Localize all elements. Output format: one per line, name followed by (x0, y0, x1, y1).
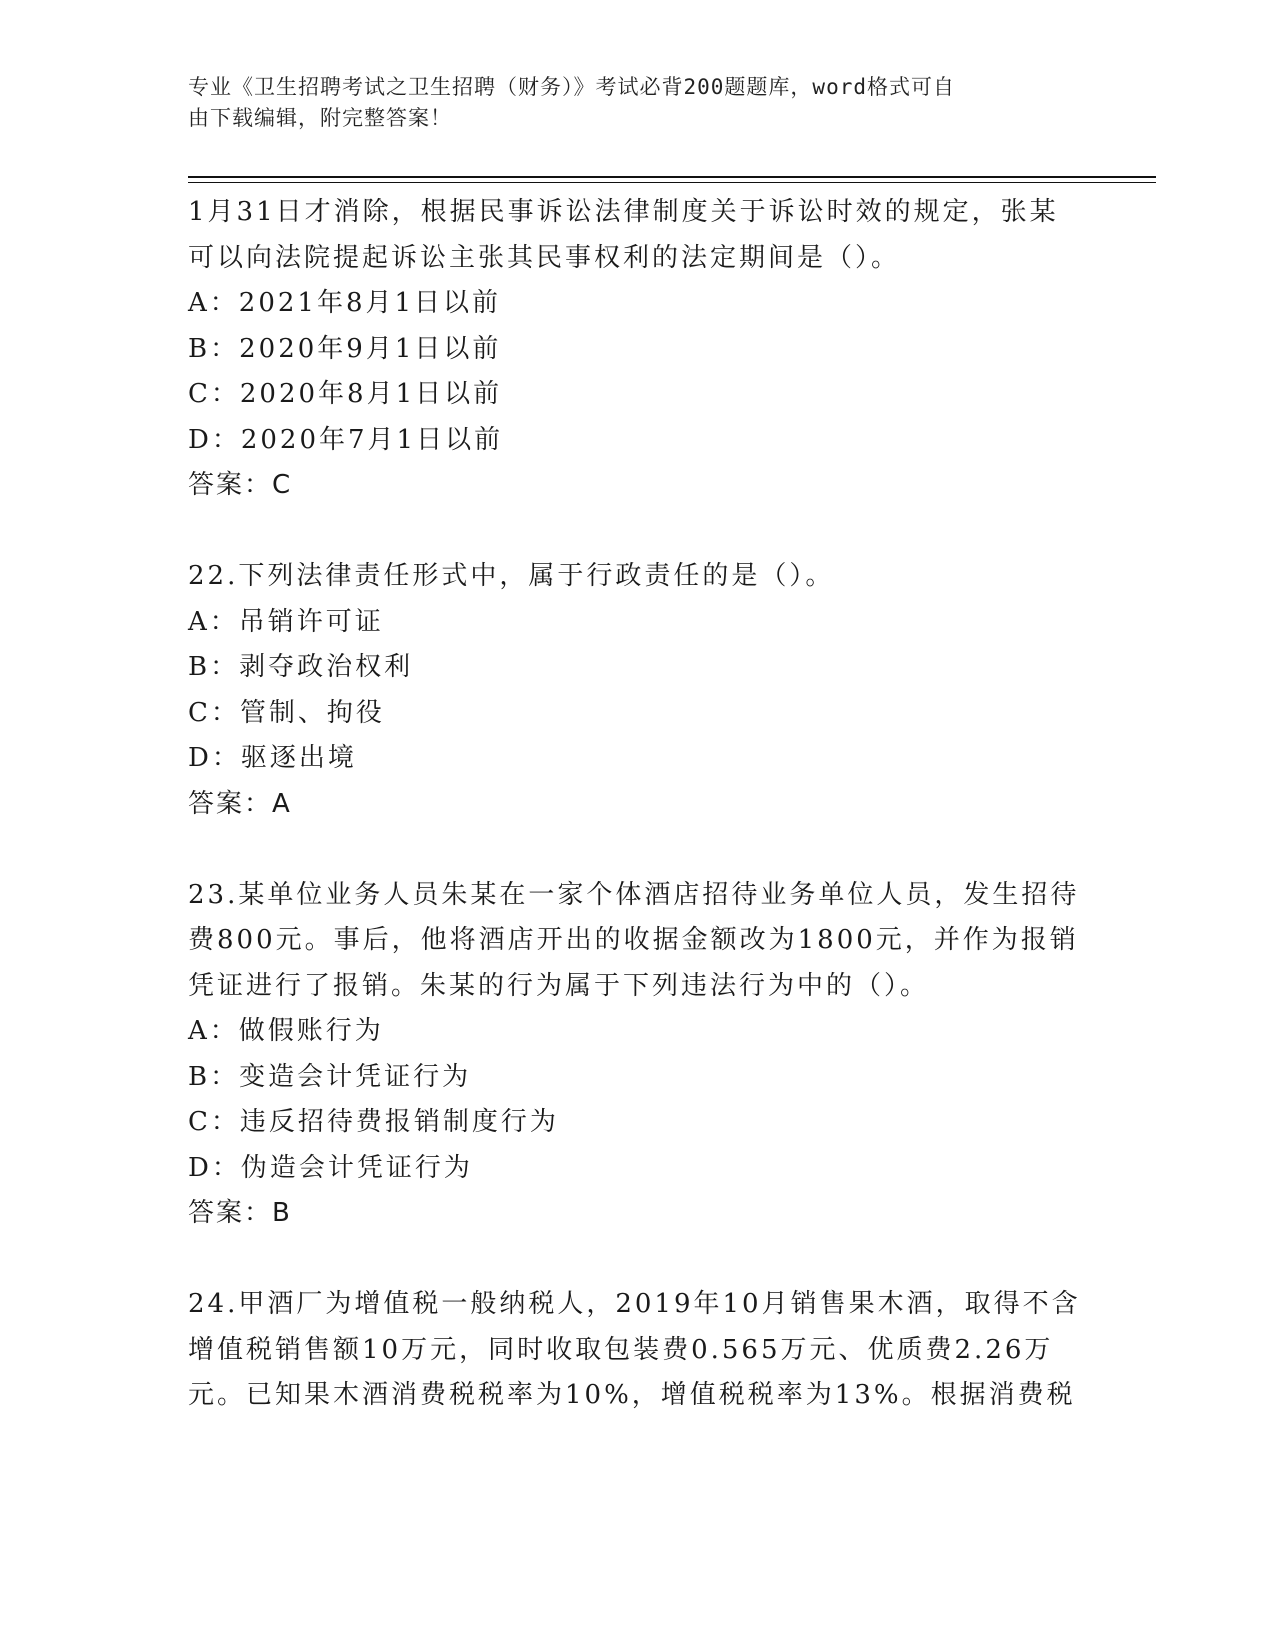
question-text-line: 增值税销售额10万元，同时收取包装费0.565万元、优质费2.26万 (188, 1334, 1054, 1365)
option-a: A：吊销许可证 (188, 606, 384, 637)
spacer (188, 509, 1088, 555)
question-24 (188, 1282, 1088, 1419)
question-text-line: 1月31日才消除，根据民事诉讼法律制度关于诉讼时效的规定，张某 (188, 197, 1059, 227)
question-content (188, 190, 1088, 1419)
option-a: A：2021年8月1日以前 (188, 288, 502, 318)
question-text-line: 凭证进行了报销。朱某的行为属于下列违法行为中的（）。 (188, 970, 930, 1001)
question-text-line: 22.下列法律责任形式中，属于行政责任的是（）。 (188, 561, 835, 591)
option-d: D：伪造会计凭证行为 (188, 1152, 473, 1183)
answer-line: 答案：B (188, 1198, 292, 1228)
option-b: B：剥夺政治权利 (188, 652, 414, 682)
option-c: C：管制、拘役 (188, 697, 385, 728)
question-23 (188, 873, 1088, 1237)
answer-line: 答案：A (188, 788, 292, 819)
question-text-line: 24.甲酒厂为增值税一般纳税人，2019年10月销售果木酒，取得不含 (188, 1289, 1081, 1319)
question-text-line: 可以向法院提起诉讼主张其民事权利的法定期间是（）。 (188, 242, 901, 273)
option-b: B：变造会计凭证行为 (188, 1061, 472, 1092)
spacer (188, 827, 1088, 873)
question-text-line: 费800元。事后，他将酒店开出的收据金额改为1800元，并作为报销 (188, 925, 1079, 955)
header-line-1: 专业《卫生招聘考试之卫生招聘（财务）》考试必背200题题库，word格式可自 (188, 75, 955, 99)
question-22 (188, 554, 1088, 827)
header-rule-thick (188, 176, 1156, 178)
option-d: D：2020年7月1日以前 (188, 424, 504, 455)
header-line-2: 由下载编辑，附完整答案！ (188, 106, 452, 130)
option-a: A：做假账行为 (188, 1016, 384, 1046)
document-header (188, 72, 1068, 134)
header-rule-thin (188, 182, 1156, 183)
question-text-line: 23.某单位业务人员朱某在一家个体酒店招待业务单位人员，发生招待 (188, 879, 1080, 910)
question-21 (188, 190, 1088, 509)
option-c: C：2020年8月1日以前 (188, 379, 503, 409)
option-c: C：违反招待费报销制度行为 (188, 1107, 559, 1137)
option-b: B：2020年9月1日以前 (188, 333, 502, 364)
answer-line: 答案：C (188, 470, 293, 500)
spacer (188, 1237, 1088, 1283)
option-d: D：驱逐出境 (188, 743, 357, 773)
question-text-line: 元。已知果木酒消费税税率为10%，增值税税率为13%。根据消费税 (188, 1380, 1076, 1410)
